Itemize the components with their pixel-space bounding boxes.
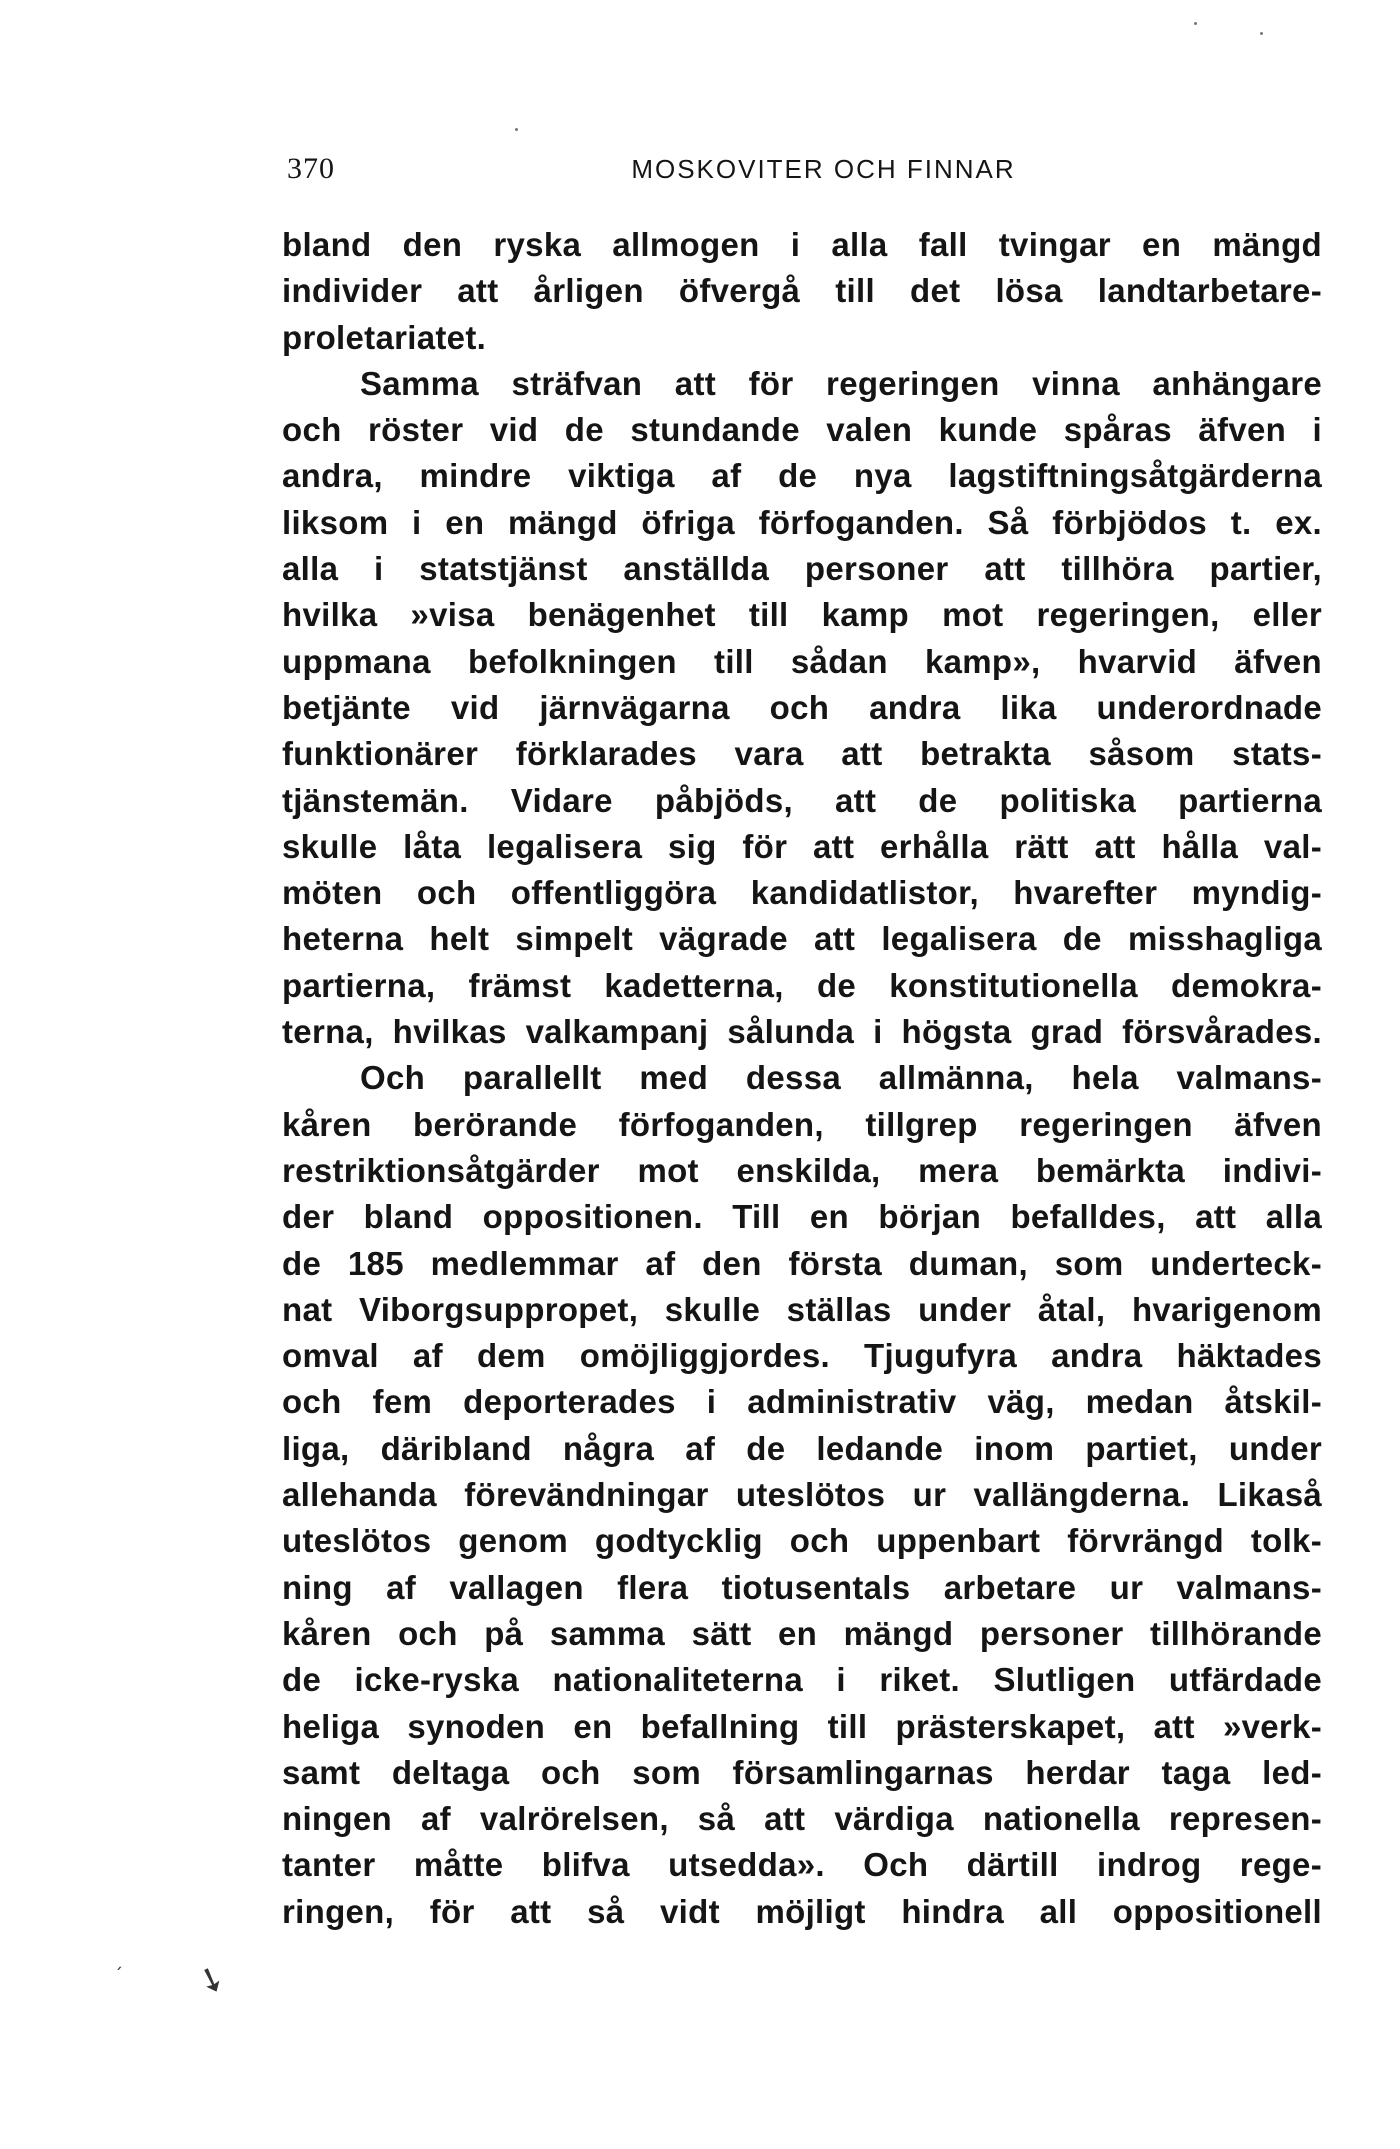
text-line: uteslötos genom godtycklig och uppenbart förvrängd tolk- <box>282 1522 1322 1560</box>
text-line: funktionärer förklarades vara att betrakta såsom stats- <box>282 735 1322 773</box>
text-line: restriktionsåtgärder mot enskilda, mera bemärkta indivi- <box>282 1151 1322 1189</box>
text-line: ningen af valrörelsen, så att värdiga nationella represen- <box>282 1800 1322 1838</box>
text-line: kåren berörande förfoganden, tillgrep regeringen äfven <box>282 1105 1322 1143</box>
text-line: och fem deporterades i administrativ väg, medan åtskil- <box>282 1383 1322 1421</box>
scan-speck <box>1194 22 1197 25</box>
text-line: der bland oppositionen. Till en början befalldes, att alla <box>282 1198 1322 1236</box>
text-line: nat Viborgsuppropet, skulle ställas under åtal, hvarigenom <box>282 1290 1322 1328</box>
text-line: uppmana befolkningen till sådan kamp», hvarvid äfven <box>282 642 1322 680</box>
text-line: terna, hvilkas valkampanj sålunda i högsta grad försvårades. <box>282 1013 1322 1051</box>
text-line: de icke-ryska nationaliteterna i riket. Slutligen utfärdade <box>282 1661 1322 1699</box>
text-line: allehanda förevändningar uteslötos ur vallängderna. Likaså <box>282 1476 1322 1514</box>
text-line: och röster vid de stundande valen kunde spåras äfven i <box>282 411 1322 449</box>
text-line: partierna, främst kadetterna, de konstitutionella demokra- <box>282 966 1322 1004</box>
text-line: heterna helt simpelt vägrade att legalisera de misshagliga <box>282 920 1322 958</box>
text-line: individer att årligen öfvergå till det lösa landtarbetare- <box>282 272 1322 310</box>
scan-speck <box>1260 32 1263 35</box>
text-line: heliga synoden en befallning till prästerskapet, att »verk- <box>282 1707 1322 1745</box>
text-line: skulle låta legalisera sig för att erhålla rätt att hålla val- <box>282 827 1322 865</box>
text-line: de 185 medlemmar af den första duman, som underteck- <box>282 1244 1322 1282</box>
text-line: ringen, för att så vidt möjligt hindra all oppositionell <box>282 1892 1322 1930</box>
text-line: tjänstemän. Vidare påbjöds, att de politiska partierna <box>282 781 1322 819</box>
text-line: alla i statstjänst anställda personer att tillhöra partier, <box>282 550 1322 588</box>
paragraph-start-line: Samma sträfvan att för regeringen vinna anhängare <box>360 364 1322 402</box>
text-line: liksom i en mängd öfriga förfoganden. Så förbjödos t. ex. <box>282 503 1322 541</box>
text-line: omval af dem omöjliggjordes. Tjugufyra andra häktades <box>282 1337 1322 1375</box>
text-line: andra, mindre viktiga af de nya lagstiftningsåtgärderna <box>282 457 1322 495</box>
body-text <box>282 222 1322 1935</box>
text-line: hvilka »visa benägenhet till kamp mot regeringen, eller <box>282 596 1322 634</box>
page-number: 370 <box>287 152 335 185</box>
scan-mark: ➘ <box>191 1956 232 2004</box>
page-header <box>287 152 1320 202</box>
scan-mark: ´ <box>114 1965 123 1986</box>
paragraph-start-line: Och parallellt med dessa allmänna, hela valmans- <box>360 1059 1322 1097</box>
text-line: ning af vallagen flera tiotusentals arbetare ur valmans- <box>282 1568 1322 1606</box>
scan-speck <box>515 128 518 131</box>
text-line: proletariatet. <box>282 318 487 356</box>
running-title: MOSKOVITER OCH FINNAR <box>631 154 1016 184</box>
text-line: kåren och på samma sätt en mängd personer tillhörande <box>282 1614 1322 1652</box>
text-line: tanter måtte blifva utsedda». Och därtill indrog rege- <box>282 1846 1322 1884</box>
text-line: samt deltaga och som församlingarnas herdar taga led- <box>282 1753 1322 1791</box>
text-line: betjänte vid järnvägarna och andra lika underordnade <box>282 688 1322 726</box>
text-line: möten och offentliggöra kandidatlistor, hvarefter myndig- <box>282 874 1322 912</box>
text-line: bland den ryska allmogen i alla fall tvingar en mängd <box>282 226 1322 263</box>
text-line: liga, däribland några af de ledande inom partiet, under <box>282 1429 1322 1467</box>
